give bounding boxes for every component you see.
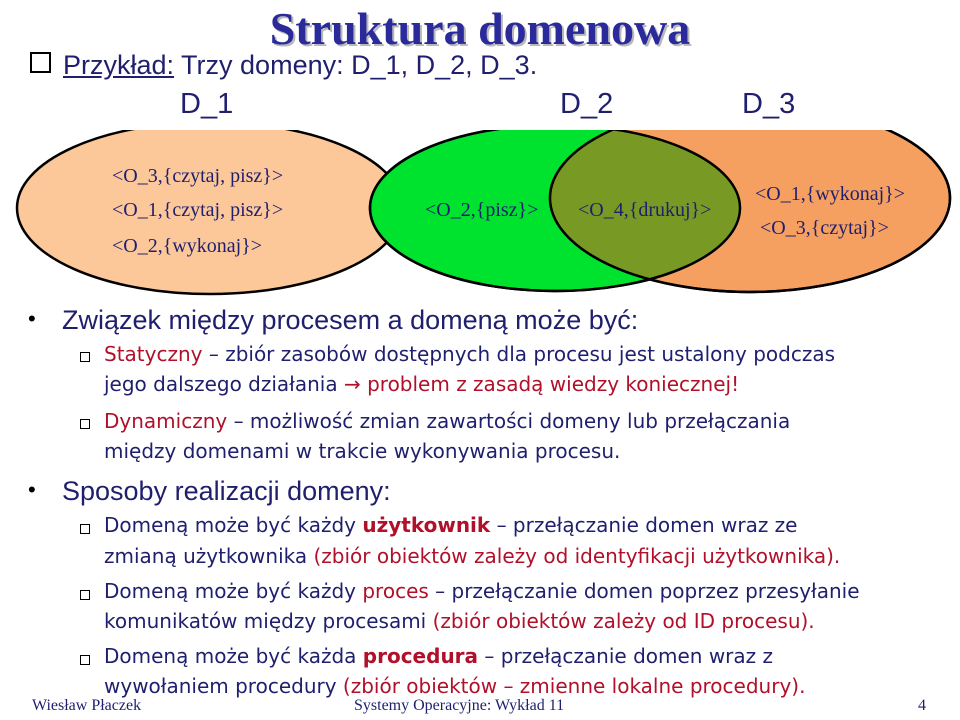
user-term: użytkownik <box>362 513 491 537</box>
arrow-icon: → <box>343 372 361 396</box>
proc-term: proces <box>362 579 429 603</box>
user-line-1 <box>104 513 797 537</box>
square-bullet-icon <box>80 587 90 605</box>
slide-title: Struktura domenowa <box>269 3 691 54</box>
footer-page-number: 4 <box>918 697 926 714</box>
proc-pre: Domeną może być każdy <box>104 579 363 603</box>
user-line2a: zmianą użytkownika <box>104 544 314 568</box>
d3-item-1: <O_1,{wykonaj}> <box>755 183 906 205</box>
static-term: Statyczny <box>104 342 203 366</box>
venn-diagram <box>0 130 960 300</box>
square-bullet-icon <box>80 349 90 367</box>
proc-post: – przełączanie domen poprzez przesyłanie <box>428 579 860 603</box>
procedure-pre: Domeną może być każda <box>104 644 363 668</box>
shared-item: <O_4,{drukuj}> <box>578 199 712 221</box>
bullet-dot-icon: • <box>28 306 36 331</box>
static-line2-text: jego dalszego działania <box>104 372 344 396</box>
procedure-line2b: (zbiór obiektów – zmienne lokalne procedury). <box>342 674 806 698</box>
proc-line2a: komunikatów między procesami <box>104 609 433 633</box>
process-line-1 <box>104 579 860 603</box>
process-line-2 <box>104 609 815 633</box>
dynamic-text: – możliwość zmian zawartości domeny lub przełączania <box>227 409 791 433</box>
square-bullet-icon <box>80 416 90 434</box>
d1-item-2: <O_1,{czytaj, pisz}> <box>112 199 284 221</box>
example-line <box>30 50 537 81</box>
domain-label-d2: D_2 <box>560 88 614 120</box>
bullet-dot-icon: • <box>28 477 36 502</box>
procedure-line2a: wywołaniem procedury <box>104 674 343 698</box>
domain-label-d3: D_3 <box>742 88 796 120</box>
methods-heading: Sposoby realizacji domeny: <box>62 476 391 506</box>
user-line-2 <box>104 544 840 568</box>
example-text: Trzy domeny: D_1, D_2, D_3. <box>174 50 538 80</box>
static-line-1 <box>104 342 835 366</box>
relation-heading: Związek między procesem a domeną może być: <box>62 305 639 335</box>
dynamic-term: Dynamiczny <box>104 409 228 433</box>
d1-item-1: <O_3,{czytaj, pisz}> <box>112 165 284 187</box>
proc-line2b: (zbiór obiektów zależy od ID procesu). <box>432 609 815 633</box>
user-pre: Domeną może być każdy <box>104 513 363 537</box>
d3-item-2: <O_3,{czytaj}> <box>760 217 889 239</box>
procedure-term: procedura <box>362 644 479 668</box>
procedure-line-1 <box>104 644 773 668</box>
user-post: – przełączanie domen wraz ze <box>490 513 798 537</box>
d2-item: <O_2,{pisz}> <box>425 199 539 221</box>
domain-label-d1: D_1 <box>180 88 234 120</box>
user-line2b: (zbiór obiektów zależy od identyfikacji użytkownika). <box>313 544 841 568</box>
dynamic-line-2: między domenami w trakcie wykonywania procesu. <box>104 439 621 463</box>
procedure-post: – przełączanie domen wraz z <box>478 644 774 668</box>
example-label: Przykład: <box>63 50 175 80</box>
footer-author: Wiesław Płaczek <box>32 697 142 714</box>
checkbox-bullet-icon <box>30 52 51 73</box>
static-red-text: problem z zasadą wiedzy koniecznej! <box>360 372 740 396</box>
d1-item-3: <O_2,{wykonaj}> <box>112 235 263 257</box>
procedure-line-2 <box>104 674 805 698</box>
static-line-2 <box>104 372 739 396</box>
dynamic-line-1 <box>104 409 790 433</box>
square-bullet-icon <box>80 652 90 670</box>
square-bullet-icon <box>80 521 90 539</box>
footer-course: Systemy Operacyjne: Wykład 11 <box>354 697 565 714</box>
static-text: – zbiór zasobów dostępnych dla procesu jest ustalony podczas <box>202 342 836 366</box>
